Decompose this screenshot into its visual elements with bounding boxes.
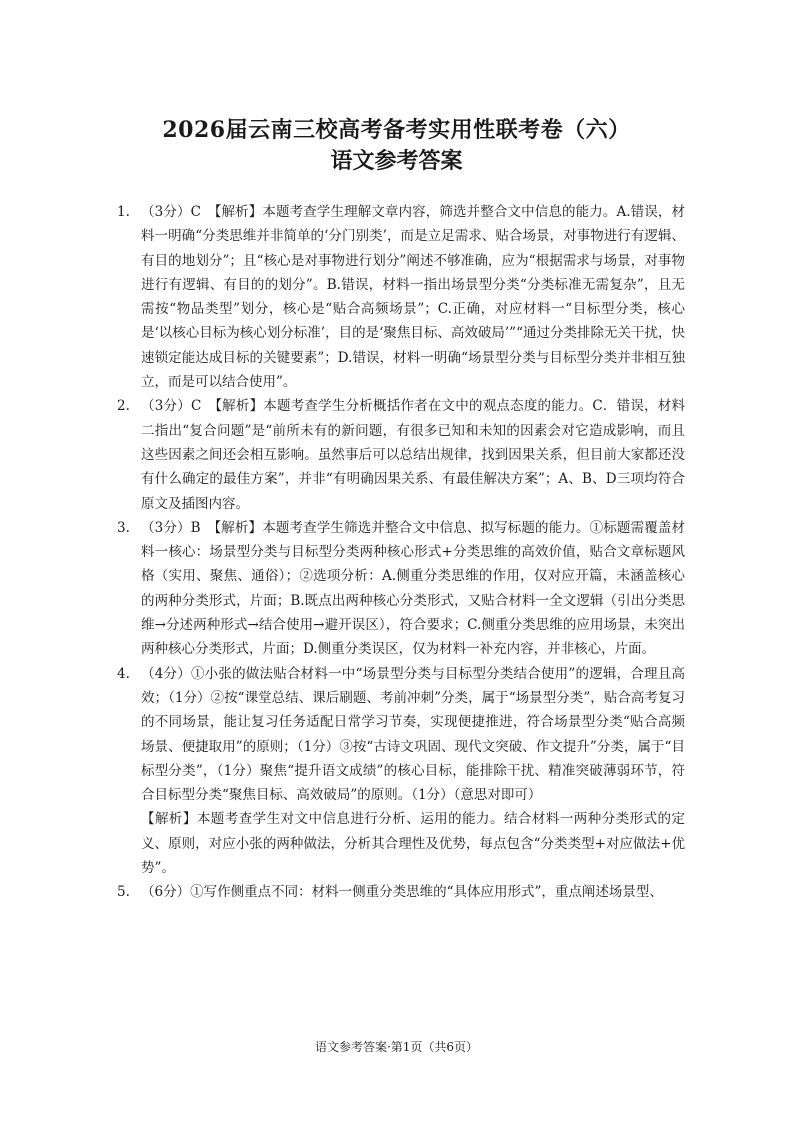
answer-number: 1. <box>117 204 130 220</box>
answer-item-5 <box>117 880 685 904</box>
page-subtitle: 语文参考答案 <box>330 148 463 174</box>
answer-text: （3分）B 【解析】本题考查学生筛选并整合文中信息、拟写标题的能力。①标题需覆盖材料一核心：场景型分类与目标型分类两种核心形式+分类思维的高效价值，贴合文章标题风格（实用、聚焦、通俗）；②选项分析：A.侧重分类思维的作用，仅对应开篇，未涵盖核心的两种分类形式，片面；B.既点出两种核心分类形式，又贴合材料一全文逻辑（引出分类思维→分述两种形式→结合使用→避开误区），符合要求；C.侧重分类思维的应用场景，未突出两种核心分类形式，片面；D.侧重分类误区，仅为材料一补充内容，并非核心，片面。 <box>141 519 685 658</box>
answer-list <box>117 200 685 905</box>
answer-item-1 <box>117 200 685 394</box>
answer-text: （6分）①写作侧重点不同：材料一侧重分类思维的“具体应用形式”，重点阐述场景型、 <box>141 884 663 901</box>
answer-number: 5. <box>117 884 130 901</box>
answer-number: 3. <box>117 519 130 536</box>
answer-text: （3分）C 【解析】本题考查学生理解文章内容，筛选并整合文中信息的能力。A.错误，材料一明确“分类思维并非简单的‘分门别类’，而是立足需求、贴合场景，对事物进行有逻辑、有目的地划分”；且“核心是对事物进行划分”阐述不够准确，应为“根据需求与场景，对事物进行有逻辑、有目的的划分”。B.错误，材料一指出场景型分类“分类标准无需复杂”，且无需按“物品类型”划分，核心是“贴合高频场景”；C.正确，对应材料一“目标型分类，核心是‘以核心目标为核心划分标准’，目的是‘聚焦目标、高效破局’”“通过分类排除无关干扰，快速锁定能达成目标的关键要素”；D.错误，材料一明确“场景型分类与目标型分类并非相互独立，而是可以结合使用”。 <box>141 204 685 391</box>
answer-item-4 <box>117 662 685 808</box>
answer-analysis-note: 【解析】本题考查学生对文中信息进行分析、运用的能力。结合材料一两种分类形式的定义、原则，对应小张的两种做法，分析其合理性及优势，每点包含“分类类型+对应做法+优势”。 <box>141 811 685 877</box>
answer-number: 2. <box>117 398 130 415</box>
answer-number: 4. <box>117 665 130 682</box>
page-footer: 语文参考答案·第1页（共6页） <box>314 1040 479 1054</box>
answer-text: （4分）①小张的做法贴合材料一中“场景型分类与目标型分类结合使用”的逻辑，合理且高效；（1分）②按“课堂总结、课后刷题、考前冲刺”分类，属于“场景型分类”，贴合高考复习的不同场景，能让复习任务适配日常学习节奏，实现便捷推进，符合场景型分类“贴合高频场景、便捷取用”的原则；（1分）③按“古诗文巩固、现代文突破、作文提升”分类，属于“目标型分类”，（1分）聚焦“提升语文成绩”的核心目标，能排除干扰、精准突破薄弱环节，符合目标型分类“聚焦目标、高效破局”的原则。（1分）（意思对即可） <box>141 665 685 804</box>
page-title: 2026届云南三校高考备考实用性联考卷（六） <box>162 117 631 143</box>
answer-item-2 <box>117 394 685 515</box>
answer-item-3 <box>117 516 685 662</box>
answer-text: （3分）C 【解析】本题考查学生分析概括作者在文中的观点态度的能力。C．错误，材料二指出“复合问题”是“前所未有的新问题，有很多已知和未知的因素会对它造成影响，而且这些因素之间还会相互影响。虽然事后可以总结出规律，找到因果关系，但目前大家都还没有什么确定的最佳方案”，并非“有明确因果关系、有最佳解决方案”；A、B、D三项均符合原文及插图内容。 <box>141 398 685 512</box>
